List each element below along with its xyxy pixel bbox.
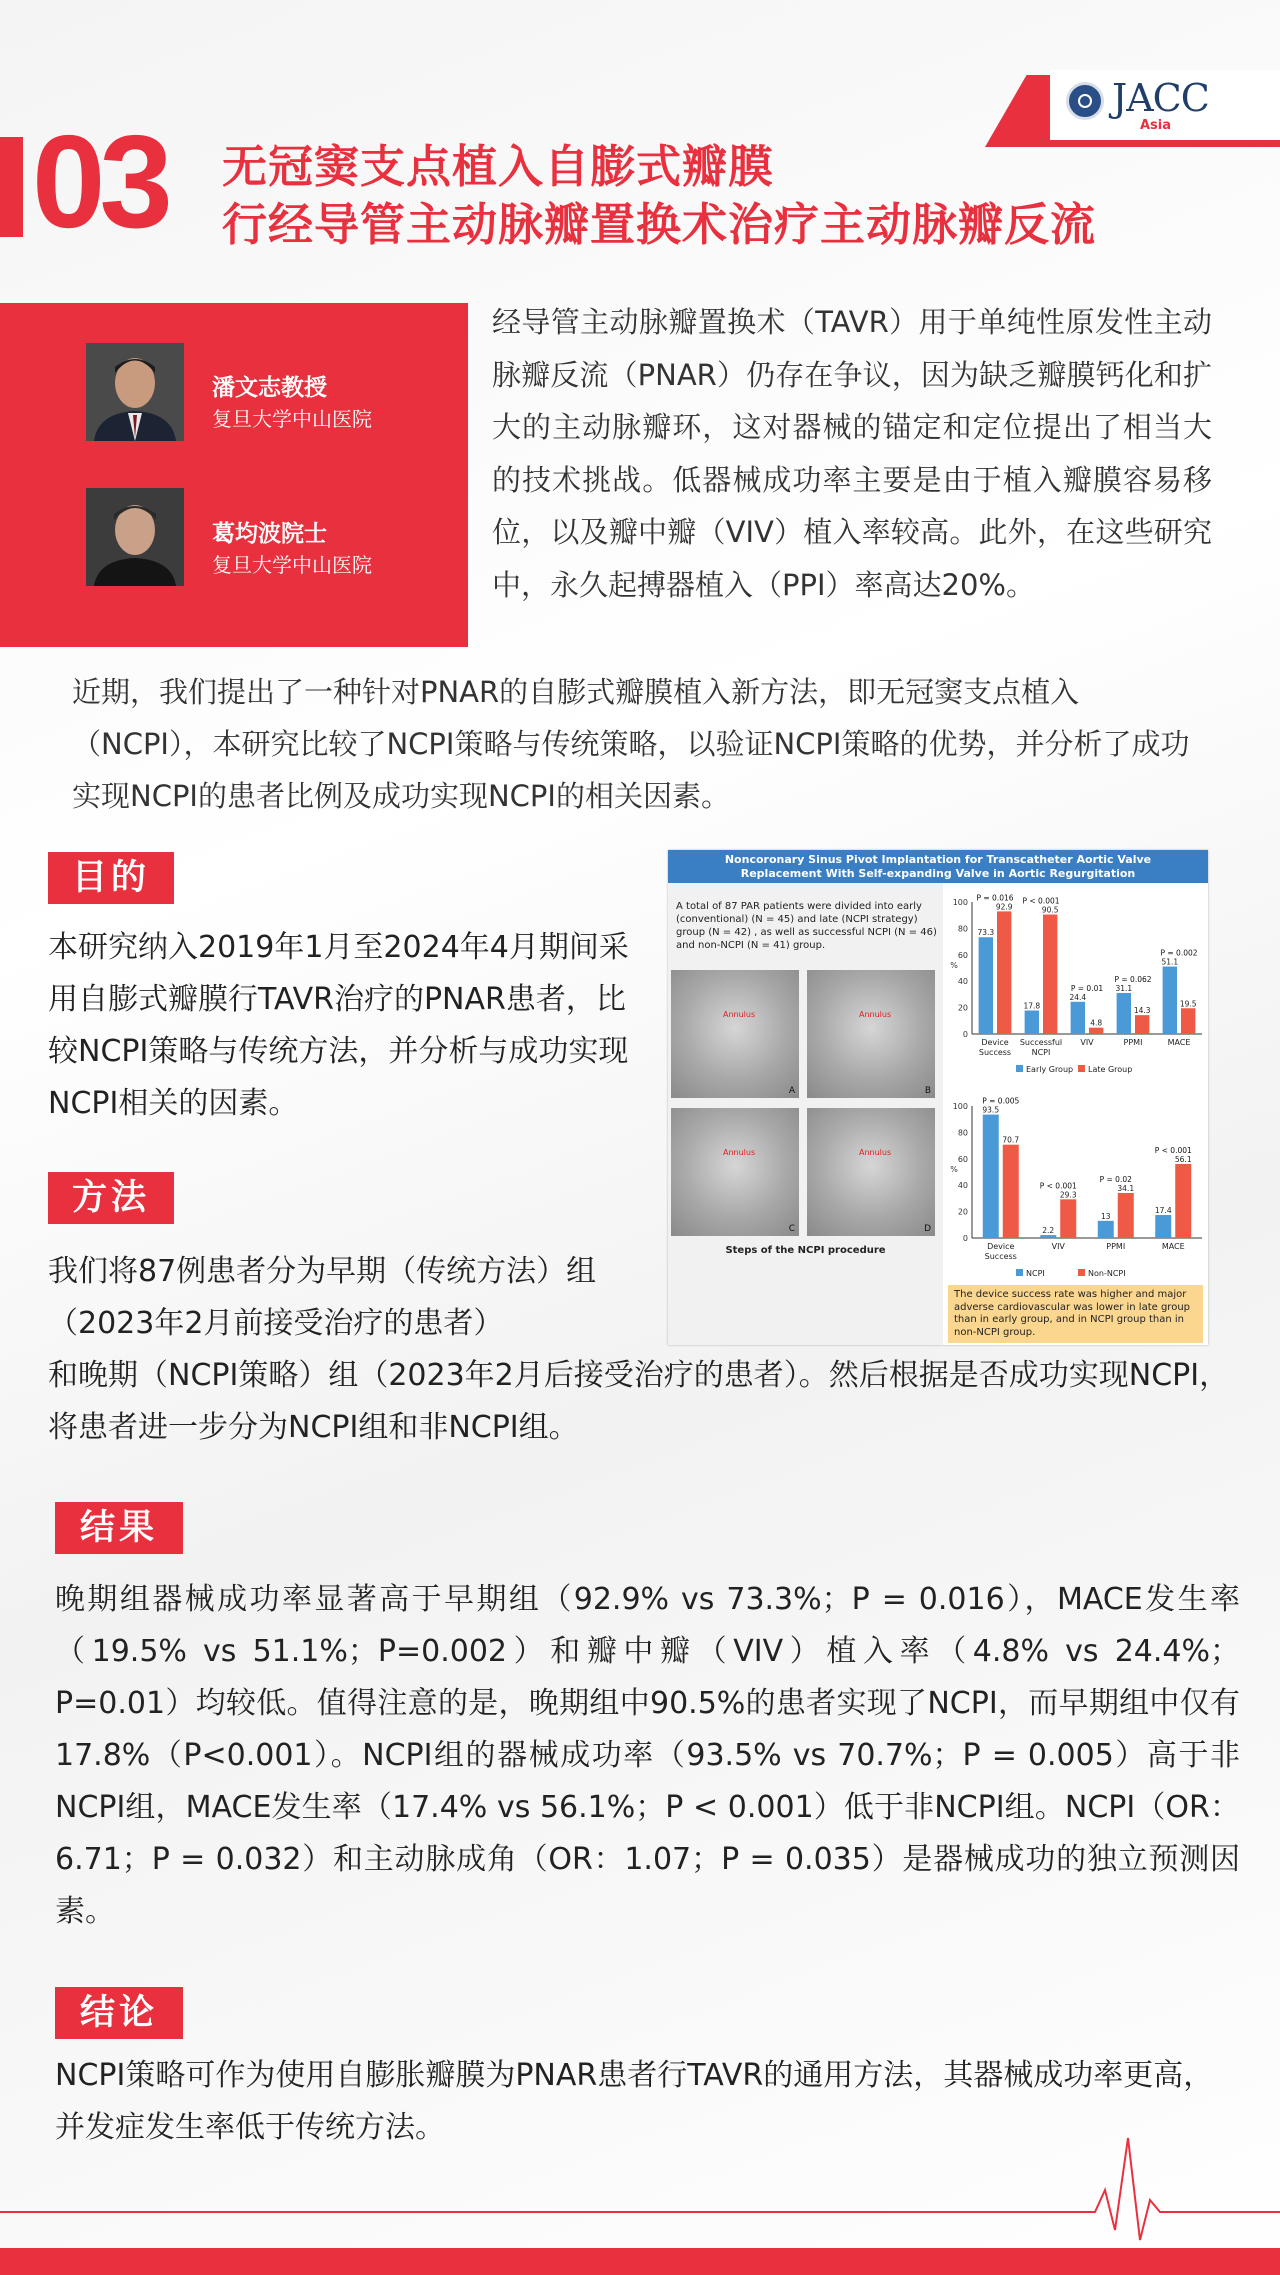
data-label: 14.3: [1133, 1006, 1151, 1016]
data-label: 19.5: [1179, 999, 1197, 1009]
annulus-annotation: Annulus: [859, 1148, 892, 1157]
p-value-label: P = 0.02: [1099, 1174, 1132, 1184]
conclusion-text: NCPI策略可作为使用自膨胀瓣膜为PNAR患者行TAVR的通用方法，其器械成功率更高，并发症发生率低于传统方法。: [55, 2058, 1214, 2145]
author-photo-avatar: [86, 488, 184, 586]
annulus-annotation: Annulus: [723, 1148, 756, 1157]
author-photo-avatar: [86, 343, 184, 441]
methods-label: 方法: [48, 1172, 174, 1224]
bar-chart-early-vs-late: [946, 886, 1206, 1091]
methods-text-part1: 我们将87例患者分为早期（传统方法）组（2023年2月前接受治疗的患者）: [48, 1254, 597, 1341]
y-tick-label: 60: [957, 950, 968, 960]
conclusion-label: 结论: [55, 1987, 183, 2039]
legend-label: NCPI: [1026, 1269, 1045, 1278]
data-label: 4.8: [1090, 1018, 1103, 1028]
x-tick-label: Device: [987, 1242, 1015, 1251]
bar: [1098, 1221, 1114, 1238]
objective-text: 本研究纳入2019年1月至2024年4月期间采用自膨式瓣膜行TAVR治疗的PNAR患者，比较NCPI策略与传统方法，并分析与成功实现NCPI相关的因素。: [48, 930, 629, 1121]
data-label: 24.4: [1069, 992, 1087, 1002]
author-name: 葛均波院士: [212, 521, 327, 547]
figure-intro-text: A total of 87 PAR patients were divided into early (conventional) (N = 45) and late (NCPI strategy) group (N = 42) , as well as successful NCPI (N = 46) and non-NCPI (N = 41) group.: [676, 901, 937, 951]
xray-panel-b: [807, 970, 935, 1098]
title-line-2: 行经导管主动脉瓣置换术治疗主动脉瓣反流: [222, 198, 1097, 251]
bar: [1163, 967, 1177, 1034]
author-institution: 复旦大学中山医院: [212, 407, 372, 431]
bar: [1025, 1011, 1039, 1034]
results-text: 晚期组器械成功率显著高于早期组（92.9% vs 73.3%；P = 0.016），MACE发生率（19.5% vs 51.1%；P=0.002）和瓣中瓣（VIV）植入率（4.8% vs 24.4%；P=0.01）均较低。值得注意的是，晚期组中90.5%的患者实现了NCPI，而早期组中仅有17.8%（P<0.001）。NCPI组的器械成功率（93.5% vs 70.7%；P = 0.005）高于非NCPI组，MACE发生率（17.4% vs 56.1%；P < 0.001）低于非NCPI组。NCPI（OR：6.71；P = 0.032）和主动脉成角（OR：1.07；P = 0.035）是器械成功的独立预测因素。: [55, 1582, 1240, 1929]
p-value-label: P = 0.016: [976, 893, 1014, 903]
x-tick-label: NCPI: [1031, 1048, 1051, 1057]
p-value-label: P < 0.001: [1154, 1145, 1192, 1155]
y-tick-label: 20: [957, 1207, 968, 1217]
section-number: 03: [32, 108, 167, 255]
panel-label: C: [788, 1224, 795, 1234]
intro-paragraph: 经导管主动脉瓣置换术（TAVR）用于单纯性原发性主动脉瓣反流（PNAR）仍存在争议，因为缺乏瓣膜钙化和扩大的主动脉瓣环，这对器械的锚定和定位提出了相当大的技术挑战。低器械成功率主要是由于植入瓣膜容易移位，以及瓣中瓣（VIV）植入率较高。此外，在这些研究中，永久起搏器植入（PPI）率高达20%。: [492, 305, 1212, 602]
legend-swatch: [1016, 1269, 1023, 1276]
bar: [1181, 1008, 1195, 1034]
x-tick-label: VIV: [1051, 1242, 1065, 1251]
data-label: 70.7: [1002, 1135, 1020, 1145]
steps-label: Steps of the NCPI procedure: [725, 1245, 886, 1256]
p-value-label: P = 0.01: [1070, 983, 1104, 993]
legend-swatch: [1016, 1065, 1023, 1072]
central-illustration: [668, 850, 1208, 1345]
x-tick-label: VIV: [1080, 1038, 1094, 1047]
legend-label: Non-NCPI: [1088, 1269, 1126, 1278]
y-tick-label: 80: [957, 924, 968, 934]
data-label: 73.3: [977, 928, 995, 938]
author-institution: 复旦大学中山医院: [212, 553, 372, 577]
author-panel: [0, 303, 468, 647]
annulus-annotation: Annulus: [859, 1010, 892, 1019]
y-tick-label: 40: [957, 1181, 968, 1191]
figure-title-line-1: Noncoronary Sinus Pivot Implantation for Transcatheter Aortic Valve: [724, 853, 1152, 866]
figure-title-line-2: Replacement With Self-expanding Valve in Aortic Regurgitation: [740, 867, 1136, 880]
x-tick-label: PPMI: [1123, 1038, 1143, 1047]
figure-title: [668, 850, 1208, 883]
data-label: 17.8: [1023, 1001, 1041, 1011]
bar: [1043, 915, 1057, 1034]
p-value-label: P = 0.062: [1114, 974, 1152, 984]
logo-subtext: Asia: [1140, 118, 1172, 133]
bar: [1040, 1235, 1056, 1238]
x-tick-label: MACE: [1161, 1242, 1185, 1251]
figure-summary-note: The device success rate was higher and major adverse cardiovascular was lower in late group than in early group, and in NCPI group than in non-NCPI group.: [948, 1285, 1203, 1343]
bar: [1135, 1015, 1149, 1034]
bar: [1155, 1215, 1171, 1238]
bar: [1118, 1193, 1134, 1238]
title-line-1: 无冠窦支点植入自膨式瓣膜: [222, 140, 775, 193]
data-label: 34.1: [1117, 1183, 1135, 1193]
bar: [1060, 1199, 1076, 1238]
bar: [1089, 1028, 1103, 1034]
data-label: 17.4: [1154, 1206, 1172, 1216]
p-value-label: P < 0.001: [1022, 896, 1060, 906]
y-tick-label: 100: [952, 898, 968, 907]
legend-label: Late Group: [1088, 1065, 1133, 1074]
x-tick-label: Device: [981, 1038, 1009, 1047]
bar: [979, 937, 993, 1034]
x-tick-label: PPMI: [1106, 1242, 1126, 1251]
objective-label: 目的: [48, 852, 174, 904]
xray-panel-a: [671, 970, 799, 1098]
ecg-line-decoration: [0, 2130, 1280, 2248]
xray-panel-c: [671, 1108, 799, 1236]
data-label: 2.2: [1042, 1226, 1055, 1236]
y-tick-label: 100: [952, 1102, 968, 1111]
y-tick-label: 40: [957, 977, 968, 987]
journal-seal-icon: [1066, 82, 1104, 120]
x-tick-label: Success: [978, 1048, 1012, 1057]
p-value-label: P = 0.005: [982, 1096, 1020, 1106]
data-label: 51.1: [1161, 957, 1179, 967]
y-tick-label: 20: [957, 1003, 968, 1013]
data-label: 29.3: [1059, 1190, 1077, 1200]
y-axis-label: %: [950, 1165, 958, 1174]
x-tick-label: Successful: [1019, 1038, 1063, 1047]
page-title: [222, 138, 1096, 254]
results-label: 结果: [55, 1502, 183, 1554]
p-value-label: P < 0.001: [1039, 1181, 1077, 1191]
background-paragraph: 近期，我们提出了一种针对PNAR的自膨式瓣膜植入新方法，即无冠窦支点植入（NCPI），本研究比较了NCPI策略与传统策略，以验证NCPI策略的优势，并分析了成功实现NCPI的患者比例及成功实现NCPI的相关因素。: [72, 675, 1190, 813]
annulus-annotation: Annulus: [723, 1010, 756, 1019]
legend-swatch: [1078, 1065, 1085, 1072]
methods-text-part2: 和晚期（NCPI策略）组（2023年2月后接受治疗的患者）。然后根据是否成功实现NCPI，将患者进一步分为NCPI组和非NCPI组。: [48, 1358, 1230, 1445]
data-label: 31.1: [1115, 983, 1133, 993]
number-accent-bar: [0, 137, 23, 237]
bar: [1117, 993, 1131, 1034]
x-tick-label: Success: [984, 1252, 1017, 1261]
panel-label: A: [788, 1086, 795, 1096]
y-tick-label: 80: [957, 1128, 968, 1138]
bar: [1003, 1145, 1019, 1238]
p-value-label: P = 0.002: [1160, 948, 1198, 958]
xray-panel-d: [807, 1108, 935, 1236]
legend-label: Early Group: [1026, 1065, 1074, 1074]
author-name: 潘文志教授: [212, 375, 327, 401]
bar: [997, 911, 1011, 1034]
data-label: 56.1: [1174, 1154, 1192, 1164]
y-tick-label: 0: [962, 1234, 968, 1243]
y-tick-label: 60: [957, 1154, 968, 1164]
legend-swatch: [1078, 1269, 1085, 1276]
data-label: 90.5: [1041, 905, 1059, 915]
footer-bar: [0, 2248, 1280, 2275]
y-tick-label: 0: [962, 1030, 968, 1039]
bar-chart-ncpi-vs-non-ncpi: [946, 1090, 1206, 1285]
data-label: 93.5: [982, 1105, 1000, 1115]
data-label: 13: [1100, 1211, 1111, 1221]
x-tick-label: MACE: [1167, 1038, 1191, 1047]
bar: [983, 1115, 999, 1238]
y-axis-label: %: [950, 961, 958, 970]
logo-text: JACC: [1112, 76, 1209, 120]
bar: [1071, 1002, 1085, 1034]
bar: [1175, 1164, 1191, 1238]
panel-label: B: [924, 1086, 931, 1096]
panel-label: D: [924, 1224, 931, 1234]
data-label: 92.9: [995, 902, 1013, 912]
